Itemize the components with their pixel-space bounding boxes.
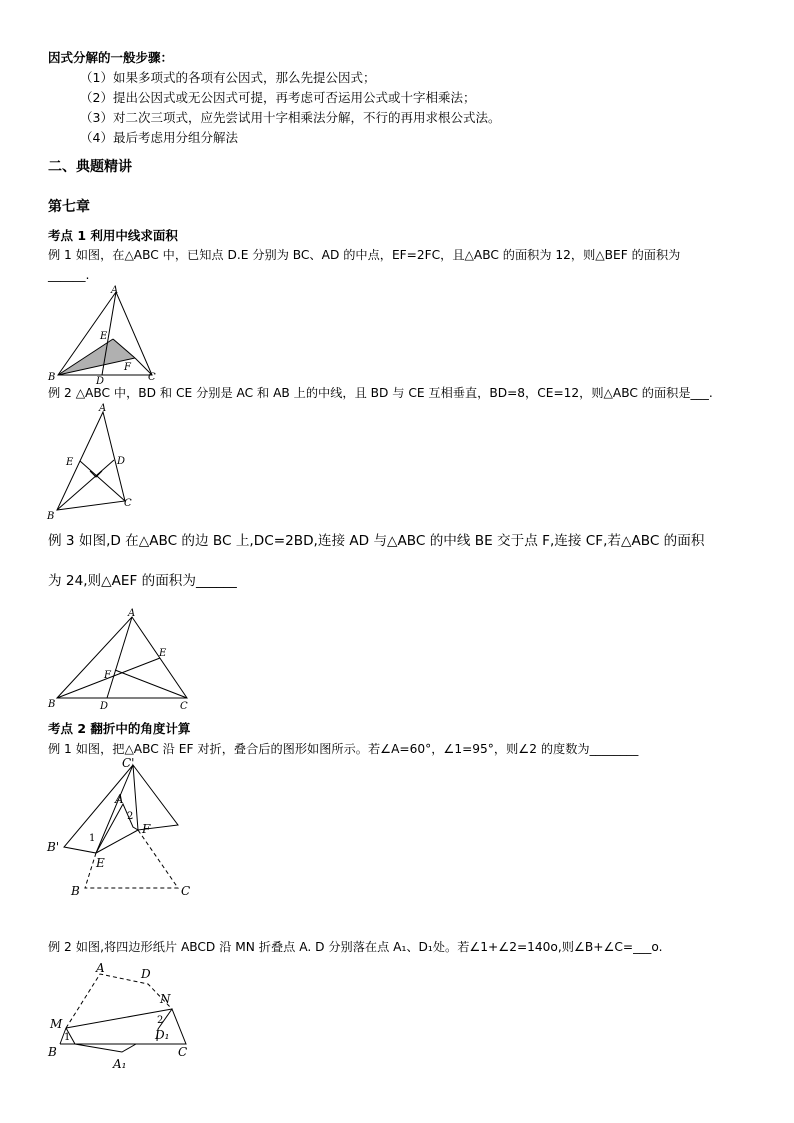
topic1-ex1-line1: 例 1 如图，在△ABC 中，已知点 D.E 分别为 BC、AD 的中点，EF=2FC，且△ABC 的面积为 12，则△BEF 的面积为 xyxy=(48,248,681,262)
topic1-ex3-line1: 例 3 如图,D 在△ABC 的边 BC 上,DC=2BD,连接 AD 与△ABC 的中线 BE 交于点 F,连接 CF,若△ABC 的面积 xyxy=(48,533,705,549)
label-d: D xyxy=(141,967,151,981)
figure-perpendicular-medians xyxy=(40,403,150,523)
label-c-prime: C' xyxy=(122,756,135,770)
topic2-ex1: 例 1 如图，把△ABC 沿 EF 对折，叠合后的图形如图所示。若∠A=60°，∠1=95°，则∠2 的度数为________ xyxy=(48,742,639,756)
label-a1: A₁ xyxy=(113,1057,127,1071)
label-c: C xyxy=(180,701,188,712)
label-b: B xyxy=(48,699,56,710)
chapter-title: 第七章 xyxy=(48,199,90,215)
label-f: F xyxy=(142,822,151,836)
label-a: A xyxy=(115,792,124,806)
step-item-3: （3）对二次三项式，应先尝试用十字相乘法分解，不行的再用求根公式法。 xyxy=(80,110,501,125)
angle-1-label: 1 xyxy=(89,833,96,844)
topic1-ex2: 例 2 △ABC 中，BD 和 CE 分别是 AC 和 AB 上的中线，且 BD 与 CE 互相垂直，BD=8，CE=12，则△ABC 的面积是___. xyxy=(48,386,713,400)
label-b-prime: B' xyxy=(47,840,60,854)
figure-triangle-bef xyxy=(40,282,180,387)
label-d: D xyxy=(117,456,126,467)
topic1-ex1-line2: ______. xyxy=(48,267,90,282)
label-a: A xyxy=(99,403,107,414)
angle-2-label: 2 xyxy=(157,1015,164,1026)
topic1-title: 考点 1 利用中线求面积 xyxy=(48,228,178,243)
topic1-ex3-line2: 为 24,则△AEF 的面积为______ xyxy=(48,573,237,589)
step-item-4: （4）最后考虑用分组分解法 xyxy=(80,130,238,145)
figure-folded-quadrilateral xyxy=(40,960,210,1075)
topic2-ex2: 例 2 如图,将四边形纸片 ABCD 沿 MN 折叠点 A. D 分别落在点 A₁、D₁处。若∠1+∠2=140o,则∠B+∠C=___o. xyxy=(48,940,663,954)
label-n: N xyxy=(160,992,171,1006)
label-c: C xyxy=(124,498,132,509)
label-b: B xyxy=(47,511,55,522)
label-d: D xyxy=(96,376,105,387)
label-b: B xyxy=(71,884,80,898)
label-c: C xyxy=(148,372,156,383)
topic2-title: 考点 2 翻折中的角度计算 xyxy=(48,721,191,736)
label-f: F xyxy=(104,670,111,681)
section-title: 二、典题精讲 xyxy=(48,159,132,175)
label-c: C xyxy=(178,1045,188,1059)
label-a: A xyxy=(96,961,105,975)
label-d: D xyxy=(100,701,109,712)
angle-2-label: 2 xyxy=(127,811,134,822)
label-a: A xyxy=(111,285,119,296)
steps-title: 因式分解的一般步骤： xyxy=(48,50,174,65)
label-b: B xyxy=(48,1045,57,1059)
figure-triangle-aef xyxy=(40,603,200,713)
label-c: C xyxy=(181,884,191,898)
step-item-1: （1）如果多项式的各项有公因式，那么先提公因式； xyxy=(80,70,376,85)
angle-1-label: 1 xyxy=(64,1032,71,1043)
label-e: E xyxy=(66,457,74,468)
label-e: E xyxy=(100,331,108,342)
label-e: E xyxy=(96,856,105,870)
label-a: A xyxy=(128,608,136,619)
label-b: B xyxy=(48,372,56,383)
step-item-2: （2）提出公因式或无公因式可提，再考虑可否运用公式或十字相乘法； xyxy=(80,90,476,105)
label-e: E xyxy=(159,648,167,659)
label-d1: D₁ xyxy=(155,1028,170,1042)
label-f: F xyxy=(124,362,131,373)
label-m: M xyxy=(50,1017,63,1031)
figure-folded-triangle xyxy=(40,755,210,905)
